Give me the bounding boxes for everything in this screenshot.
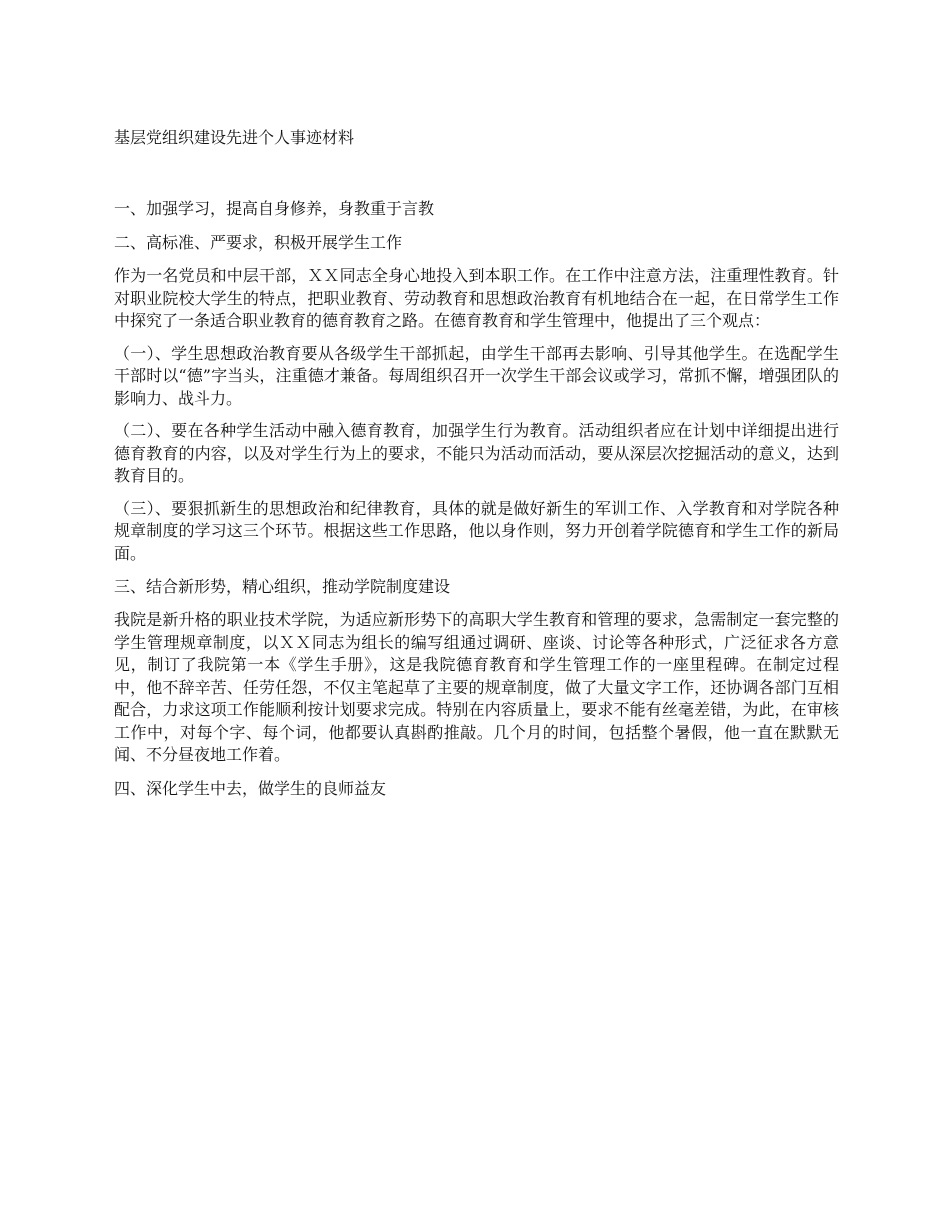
section-heading-1: 一、加强学习，提高自身修养，身教重于言教 — [114, 199, 435, 218]
section-heading-4: 四、深化学生中去，做学生的良师益友 — [114, 778, 387, 798]
document-title: 基层党组织建设先进个人事迹材料 — [114, 128, 355, 147]
paragraph-point-3: （三）、要狠抓新生的思想政治和纪律教育，具体的就是做好新生的军训工作、入学教育和对学院各种规章制度的学习这三个环节。根据这些工作思路，他以身作则，努力开创着学院德育和学生工作的新局面。 — [114, 498, 839, 563]
paragraph-point-1: （一）、学生思想政治教育要从各级学生干部抓起，由学生干部再去影响、引导其他学生。在选配学生干部时以“德”字当头，注重德才兼备。每周组织召开一次学生干部会议或学习，常抓不懈，增强团队的影响力、战斗力。 — [114, 343, 839, 408]
section-heading-3: 三、结合新形势，精心组织，推动学院制度建设 — [114, 577, 451, 596]
section-heading-2: 二、高标准、严要求，积极开展学生工作 — [114, 233, 403, 252]
document-body — [114, 197, 839, 811]
paragraph-intro: 作为一名党员和中层干部，ＸＸ同志全身心地投入到本职工作。在工作中注意方法，注重理性教育。针对职业院校大学生的特点，把职业教育、劳动教育和思想政治教育有机地结合在一起，在日常学生工作中探究了一条适合职业教育的德育教育之路。在德育教育和学生管理中，他提出了三个观点： — [114, 266, 839, 330]
paragraph-student-handbook: 我院是新升格的职业技术学院，为适应新形势下的高职大学生教育和管理的要求，急需制定一套完整的学生管理规章制度，以ＸＸ同志为组长的编写组通过调研、座谈、讨论等各种形式，广泛征求各方意见，制订了我院第一本《学生手册》，这是我院德育教育和学生管理工作的一座里程碑。在制定过程中，他不辞辛苦、任劳任怨，不仅主笔起草了主要的规章制度，做了大量文字工作，还协调各部门互相配合，力求这项工作能顺利按计划要求完成。特别在内容质量上，要求不能有丝毫差错，为此，在审核工作中，对每个字、每个词，他都要认真斟酌推敲。几个月的时间，包括整个暑假，他一直在默默无闻、不分昼夜地工作着。 — [114, 610, 839, 764]
paragraph-point-2: （二）、要在各种学生活动中融入德育教育，加强学生行为教育。活动组织者应在计划中详细提出进行德育教育的内容，以及对学生行为上的要求，不能只为活动而活动，要从深层次挖掘活动的意义，达到教育目的。 — [114, 421, 839, 485]
